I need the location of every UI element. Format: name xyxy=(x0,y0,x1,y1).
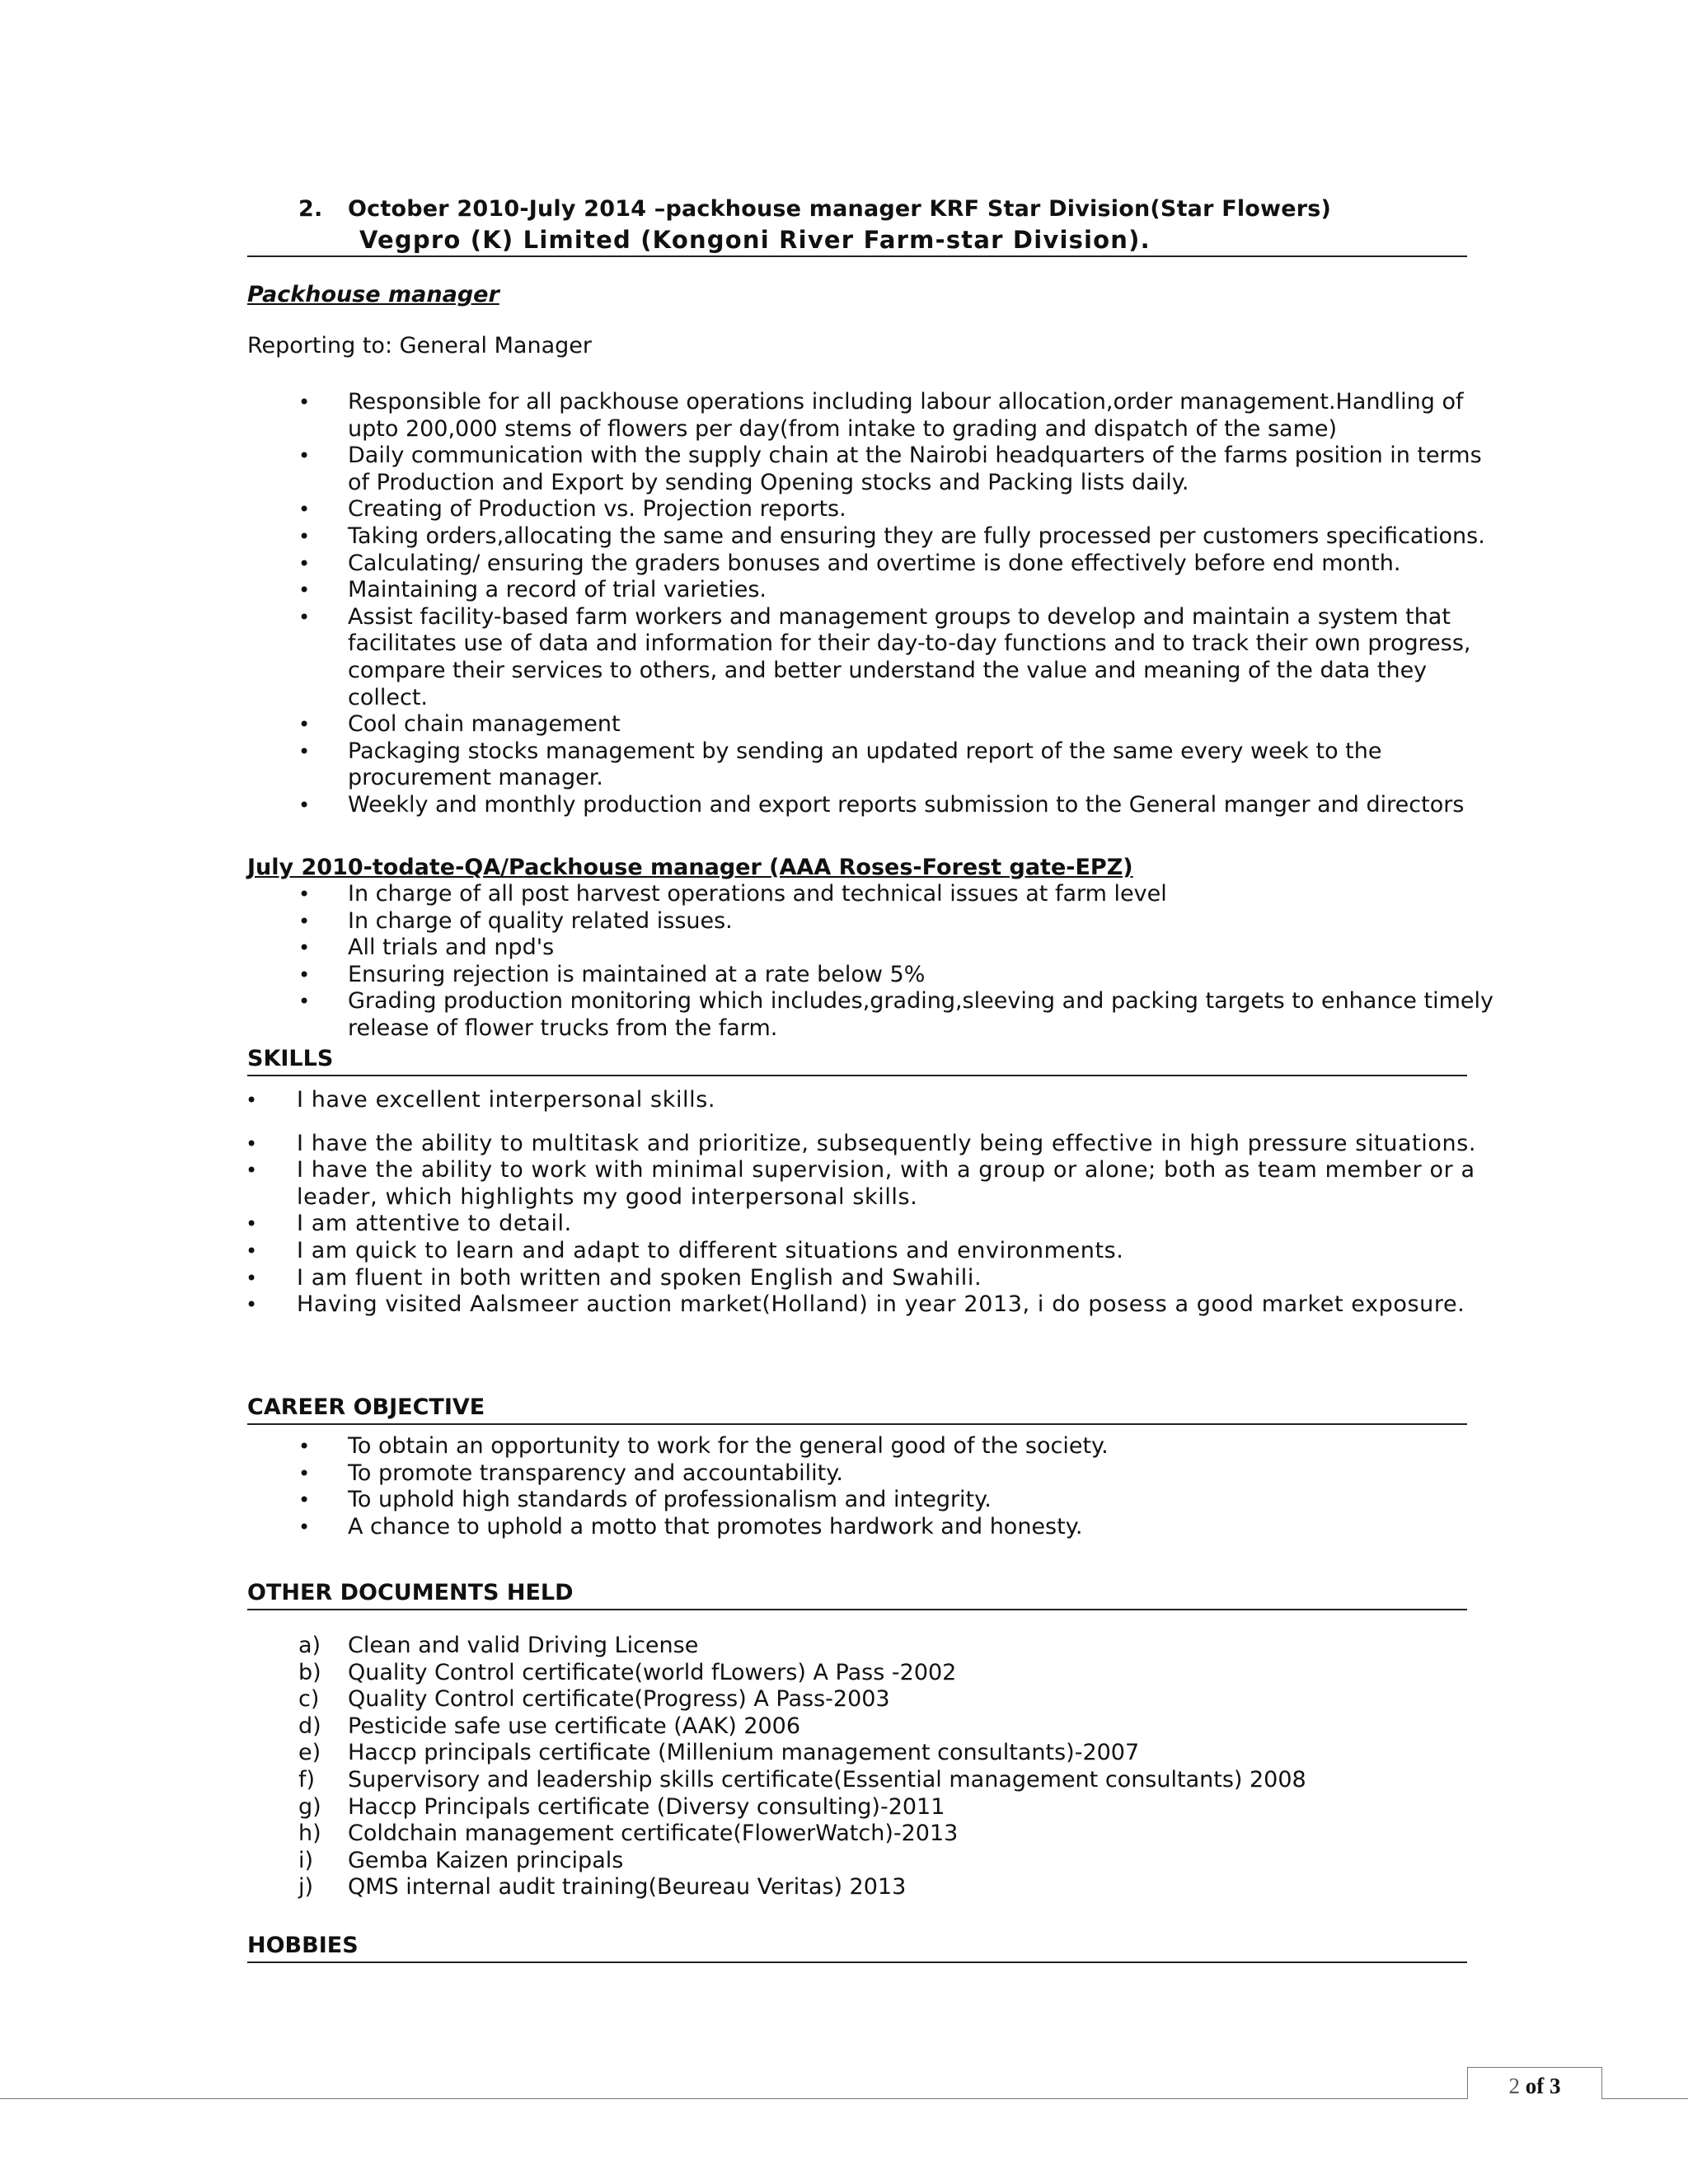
bullet-icon: • xyxy=(298,579,311,602)
list-item-continuation: of Production and Export by sending Opening stocks and Packing lists daily. xyxy=(348,469,1189,495)
bullet-icon: • xyxy=(246,1159,258,1183)
job-title-line xyxy=(298,196,1331,222)
list-item: • Packaging stocks management by sending an updated report of the same every week to the xyxy=(298,738,1382,764)
bullet-icon: • xyxy=(246,1266,258,1290)
skills-list xyxy=(247,1087,1492,1319)
bullet-icon: • xyxy=(298,963,311,987)
list-item: j) QMS internal audit training(Beureau Veritas) 2013 xyxy=(298,1874,907,1900)
career-objective-list xyxy=(247,1433,1500,1540)
page-number-box xyxy=(1467,2067,1602,2099)
list-item: g) Haccp Principals certificate (Diversy consulting)-2011 xyxy=(298,1793,945,1820)
page-current: 2 xyxy=(1508,2074,1520,2098)
list-item: d) Pesticide safe use certificate (AAK) 2006 xyxy=(298,1713,801,1739)
list-item-continuation: facilitates use of data and information for their day-to-day functions and to track their own progress, xyxy=(348,630,1471,657)
list-item-continuation: compare their services to others, and better understand the value and meaning of the data they xyxy=(348,657,1428,683)
list-item: f) Supervisory and leadership skills certificate(Essential management consultants) 2008 xyxy=(298,1766,1306,1793)
list-item: • I am fluent in both written and spoken English and Swahili. xyxy=(246,1264,982,1291)
bullet-icon: • xyxy=(298,605,311,629)
bullet-icon: • xyxy=(298,1435,311,1458)
bullet-icon: • xyxy=(298,551,311,575)
job-number: 2. xyxy=(298,196,323,222)
bullet-icon: • xyxy=(298,1488,311,1512)
bullet-icon: • xyxy=(298,713,311,737)
list-item: • All trials and npd's xyxy=(298,935,555,961)
list-item: • Cool chain management xyxy=(298,711,621,738)
bullet-icon: • xyxy=(246,1293,258,1317)
list-item-continuation: procurement manager. xyxy=(348,765,603,791)
list-item: a) Clean and valid Driving License xyxy=(298,1633,699,1658)
role-title: Packhouse manager xyxy=(247,282,499,307)
bullet-icon: • xyxy=(246,1089,258,1112)
company-name: Vegpro (K) Limited (Kongoni River Farm-star Division). xyxy=(359,226,1151,254)
list-item: h) Coldchain management certificate(FlowerWatch)-2013 xyxy=(298,1821,959,1847)
reporting-line: Reporting to: General Manager xyxy=(247,333,592,359)
job-heading xyxy=(247,196,1467,257)
list-item: e) Haccp principals certificate (Millenium management consultants)-2007 xyxy=(298,1740,1140,1766)
aaa-roses-heading: July 2010-todate-QA/Packhouse manager (AAA Roses-Forest gate-EPZ) xyxy=(247,855,1133,880)
list-item: • Taking orders,allocating the same and ensuring they are fully processed per customers specifications. xyxy=(298,523,1485,549)
list-item: • Maintaining a record of trial varieties. xyxy=(298,577,767,603)
list-item: • A chance to uphold a motto that promotes hardwork and honesty. xyxy=(298,1513,1083,1540)
bullet-icon: • xyxy=(298,990,311,1014)
list-item: • In charge of all post harvest operations and technical issues at farm level xyxy=(298,881,1167,907)
list-item: • I have excellent interpersonal skills. xyxy=(246,1087,716,1113)
list-item: • I am quick to learn and adapt to different situations and environments. xyxy=(246,1237,1124,1263)
bullet-icon: • xyxy=(298,883,311,906)
packhouse-duties-list xyxy=(247,389,1500,819)
list-item-continuation: collect. xyxy=(348,684,428,710)
list-item: • Creating of Production vs. Projection reports. xyxy=(298,496,846,523)
job-title: October 2010-July 2014 –packhouse manager KRF Star Division(Star Flowers) xyxy=(348,196,1332,222)
list-item: • Grading production monitoring which includes,grading,sleeving and packing targets to enhance timely xyxy=(298,988,1493,1015)
list-item: • I have the ability to multitask and prioritize, subsequently being effective in high pressure situations. xyxy=(246,1130,1477,1156)
hobbies-heading: HOBBIES xyxy=(247,1933,1467,1963)
page-total: of 3 xyxy=(1525,2074,1561,2098)
bullet-icon: • xyxy=(298,909,311,933)
list-item: • In charge of quality related issues. xyxy=(298,907,733,934)
bullet-icon: • xyxy=(298,1461,311,1485)
list-item: • To obtain an opportunity to work for the general good of the society. xyxy=(298,1433,1109,1459)
bullet-icon: • xyxy=(246,1132,258,1155)
list-item: • To uphold high standards of professionalism and integrity. xyxy=(298,1487,992,1513)
list-item: • To promote transparency and accountability. xyxy=(298,1460,843,1486)
bullet-icon: • xyxy=(298,444,311,468)
list-item: • I have the ability to work with minimal supervision, with a group or alone; both as team member or a xyxy=(246,1157,1475,1183)
list-item: • Weekly and monthly production and export reports submission to the General manger and directors xyxy=(298,791,1465,818)
bullet-icon: • xyxy=(298,524,311,548)
bullet-icon: • xyxy=(298,391,311,414)
list-item-continuation: upto 200,000 stems of flowers per day(from intake to grading and dispatch of the same) xyxy=(348,415,1338,442)
list-item: c) Quality Control certificate(Progress) A Pass-2003 xyxy=(298,1686,890,1713)
list-item: • Ensuring rejection is maintained at a rate below 5% xyxy=(298,961,926,987)
list-item-continuation: leader, which highlights my good interpersonal skills. xyxy=(297,1183,918,1210)
footer-rule xyxy=(0,2098,1688,2099)
list-item: • Calculating/ ensuring the graders bonuses and overtime is done effectively before end month. xyxy=(298,550,1401,576)
list-item: • Assist facility-based farm workers and management groups to develop and maintain a system that xyxy=(298,603,1451,630)
bullet-icon: • xyxy=(298,739,311,763)
list-item: • Responsible for all packhouse operations including labour allocation,order management.Handling of xyxy=(298,389,1464,415)
bullet-icon: • xyxy=(246,1239,258,1263)
skills-heading: SKILLS xyxy=(247,1046,1467,1076)
list-item: b) Quality Control certificate(world fLowers) A Pass -2002 xyxy=(298,1659,957,1685)
bullet-icon: • xyxy=(298,936,311,960)
career-objective-heading: CAREER OBJECTIVE xyxy=(247,1394,1467,1425)
bullet-icon: • xyxy=(298,498,311,522)
aaa-duties-list xyxy=(247,881,1500,1043)
list-item: • Having visited Aalsmeer auction market(Holland) in year 2013, i do posess a good market exposure. xyxy=(246,1291,1465,1318)
other-documents-heading: OTHER DOCUMENTS HELD xyxy=(247,1580,1467,1610)
bullet-icon: • xyxy=(298,1515,311,1539)
list-item: i) Gemba Kaizen principals xyxy=(298,1847,624,1873)
bullet-icon: • xyxy=(298,793,311,817)
list-item-continuation: release of flower trucks from the farm. xyxy=(348,1015,778,1041)
bullet-icon: • xyxy=(246,1212,258,1236)
list-item: • Daily communication with the supply chain at the Nairobi headquarters of the farms position in terms xyxy=(298,443,1482,469)
list-item: • I am attentive to detail. xyxy=(246,1211,572,1237)
documents-list xyxy=(247,1633,1484,1901)
